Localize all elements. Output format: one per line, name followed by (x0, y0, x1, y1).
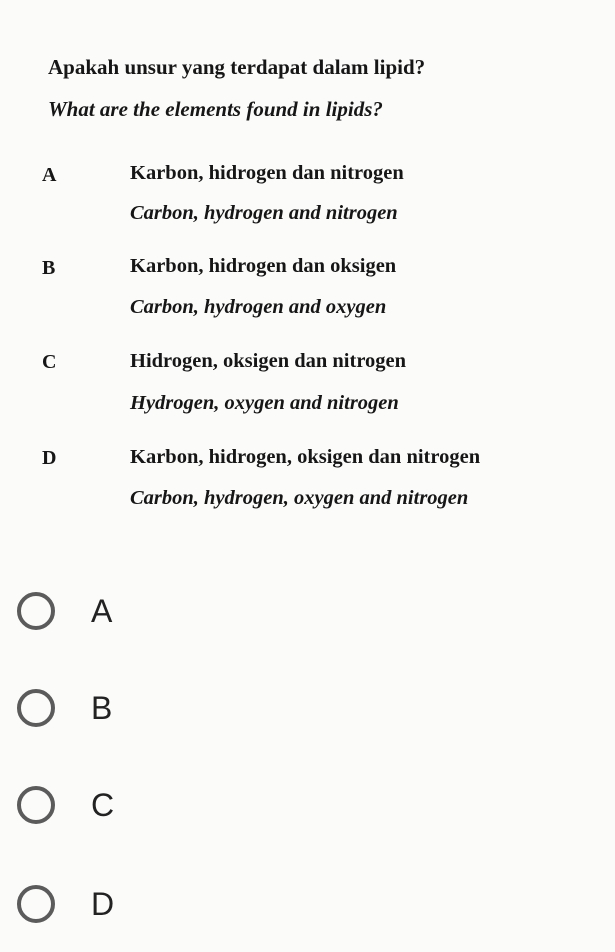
choice-d-label: D (91, 885, 115, 922)
option-a-text-malay: Karbon, hidrogen dan nitrogen (130, 162, 404, 184)
option-b-text-english: Carbon, hydrogen and oxygen (130, 296, 387, 318)
option-c-text-malay: Hidrogen, oksigen dan nitrogen (130, 350, 407, 372)
option-b-letter: B (42, 257, 56, 279)
radio-c[interactable] (17, 786, 55, 824)
question-text-english: What are the elements found in lipids? (48, 97, 383, 121)
choice-c-label: C (91, 786, 115, 823)
radio-b[interactable] (17, 689, 55, 727)
choice-c[interactable] (0, 765, 615, 845)
choice-a-label: A (91, 592, 113, 629)
option-c-letter: C (42, 351, 57, 373)
question-text-malay: Apakah unsur yang terdapat dalam lipid? (48, 55, 426, 79)
option-d-text-malay: Karbon, hidrogen, oksigen dan nitrogen (130, 446, 481, 468)
option-a-letter: A (42, 164, 57, 186)
option-d-letter: D (42, 447, 57, 469)
choice-b[interactable] (0, 668, 615, 748)
option-d-text-english: Carbon, hydrogen, oxygen and nitrogen (130, 487, 469, 509)
radio-d[interactable] (17, 885, 55, 923)
choice-d[interactable] (0, 864, 615, 944)
option-b-text-malay: Karbon, hidrogen dan oksigen (130, 255, 397, 277)
choice-b-label: B (91, 689, 113, 726)
option-c-text-english: Hydrogen, oxygen and nitrogen (130, 392, 399, 414)
option-a-text-english: Carbon, hydrogen and nitrogen (130, 202, 398, 224)
radio-a[interactable] (17, 592, 55, 630)
choice-a[interactable] (0, 571, 615, 651)
